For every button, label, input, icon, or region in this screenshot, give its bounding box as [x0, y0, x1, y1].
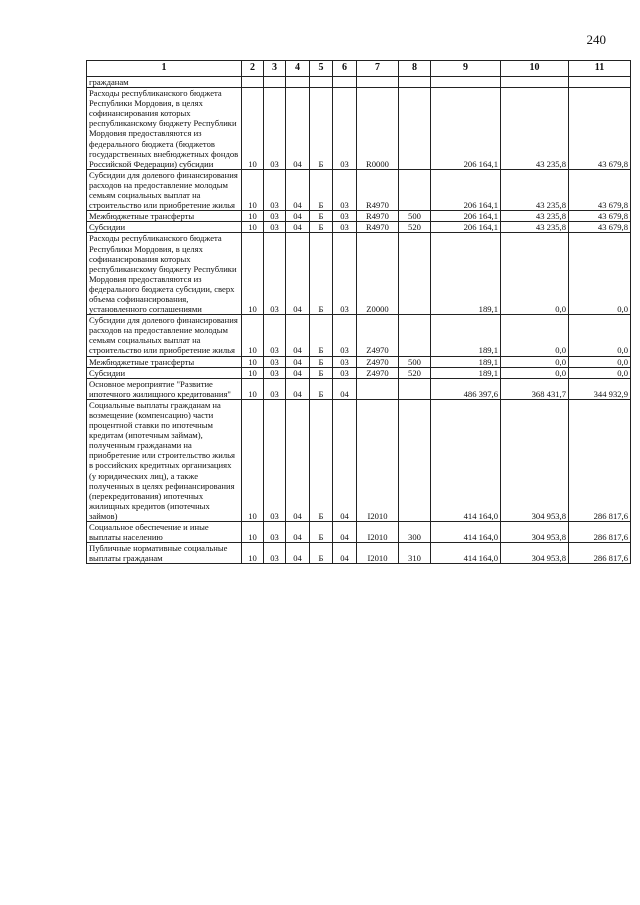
row-name-cell: Субсидии [87, 222, 242, 233]
row-cell-c6: 03 [333, 88, 357, 170]
table-row [87, 399, 631, 521]
row-cell-c10: 304 953,8 [501, 543, 569, 564]
row-cell-c6: 03 [333, 169, 357, 210]
row-cell-c8 [399, 233, 431, 315]
row-name-cell: Расходы республиканского бюджета Республики Мордовия, в целях софинансирования которых республиканскому бюджету Республики Мордовия предоставляются из федерального бюджета субсидии, сверх объема софинансирования, установленного соглашениями [87, 233, 242, 315]
column-header: 3 [264, 61, 286, 77]
row-cell-c9: 189,1 [431, 367, 501, 378]
row-name-cell: Субсидии для долевого финансирования расходов на предоставление молодым семьям социальных выплат на строительство или приобретение жилья [87, 315, 242, 356]
row-cell-c3: 03 [264, 367, 286, 378]
row-cell-c2: 10 [242, 399, 264, 521]
row-cell-c8 [399, 378, 431, 399]
row-cell-c9: 206 164,1 [431, 222, 501, 233]
column-header: 5 [310, 61, 333, 77]
row-cell-c11: 0,0 [569, 315, 631, 356]
row-cell-c2: 10 [242, 211, 264, 222]
row-cell-c5: Б [310, 367, 333, 378]
row-cell-c4: 04 [286, 315, 310, 356]
table-body [87, 77, 631, 564]
row-cell-c8: 300 [399, 522, 431, 543]
table-row [87, 378, 631, 399]
row-cell-c3: 03 [264, 88, 286, 170]
row-cell-c4: 04 [286, 399, 310, 521]
row-name-cell: Публичные нормативные социальные выплаты гражданам [87, 543, 242, 564]
row-cell-c2: 10 [242, 88, 264, 170]
row-cell-c11: 344 932,9 [569, 378, 631, 399]
row-cell-c2: 10 [242, 367, 264, 378]
row-cell-c6: 04 [333, 399, 357, 521]
row-name-cell: Основное мероприятие "Развитие ипотечного жилищного кредитования" [87, 378, 242, 399]
row-name-cell: Социальное обеспечение и иные выплаты населению [87, 522, 242, 543]
row-cell-c6: 03 [333, 222, 357, 233]
row-cell-c2: 10 [242, 315, 264, 356]
row-cell-c8 [399, 315, 431, 356]
row-cell-c5: Б [310, 522, 333, 543]
row-cell-c7: R0000 [357, 88, 399, 170]
row-cell-c2: 10 [242, 543, 264, 564]
row-cell-c8 [399, 399, 431, 521]
row-cell-c7: I2010 [357, 543, 399, 564]
budget-table [86, 60, 631, 564]
row-name-cell: Социальные выплаты гражданам на возмещение (компенсацию) части процентной ставки по ипотечным кредитам (ипотечным займам), полученным гражданами на приобретение или строительство жилья в российских кредитных организациях (у юридических лиц), а также полученных в целях рефинансирования (перекредитования) ипотечных жилищных кредитов (ипотечных займов) [87, 399, 242, 521]
row-cell-c3: 03 [264, 356, 286, 367]
row-cell-c3: 03 [264, 169, 286, 210]
row-cell-c4: 04 [286, 522, 310, 543]
row-cell-c10 [501, 77, 569, 88]
row-cell-c11: 0,0 [569, 367, 631, 378]
row-cell-c2: 10 [242, 356, 264, 367]
row-cell-c11: 43 679,8 [569, 211, 631, 222]
row-cell-c4: 04 [286, 88, 310, 170]
row-cell-c8: 500 [399, 356, 431, 367]
row-name-cell: Расходы республиканского бюджета Республики Мордовия, в целях софинансирования которых республиканскому бюджету Республики Мордовия предоставляются из федерального бюджета (бюджетов государственных внебюджетных фондов Российской Федерации) субсидии [87, 88, 242, 170]
row-cell-c8 [399, 169, 431, 210]
column-header: 7 [357, 61, 399, 77]
row-cell-c5 [310, 77, 333, 88]
row-cell-c9: 414 164,0 [431, 522, 501, 543]
row-cell-c6: 04 [333, 522, 357, 543]
row-cell-c9: 206 164,1 [431, 169, 501, 210]
table-header-row [87, 61, 631, 77]
row-cell-c11: 286 817,6 [569, 399, 631, 521]
row-cell-c6 [333, 77, 357, 88]
row-cell-c11: 43 679,8 [569, 88, 631, 170]
row-cell-c3: 03 [264, 315, 286, 356]
row-cell-c8: 500 [399, 211, 431, 222]
row-name-cell: Субсидии [87, 367, 242, 378]
column-header: 10 [501, 61, 569, 77]
row-cell-c11: 286 817,6 [569, 522, 631, 543]
row-name-cell: гражданам [87, 77, 242, 88]
row-name-cell: Субсидии для долевого финансирования расходов на предоставление молодым семьям социальных выплат на строительство или приобретение жилья [87, 169, 242, 210]
row-cell-c5: Б [310, 222, 333, 233]
row-cell-c9: 206 164,1 [431, 211, 501, 222]
row-cell-c11: 43 679,8 [569, 169, 631, 210]
column-header: 11 [569, 61, 631, 77]
row-cell-c11: 43 679,8 [569, 222, 631, 233]
row-cell-c7: I2010 [357, 522, 399, 543]
row-cell-c4: 04 [286, 378, 310, 399]
row-cell-c2: 10 [242, 378, 264, 399]
table-row [87, 88, 631, 170]
table-row [87, 222, 631, 233]
row-cell-c5: Б [310, 356, 333, 367]
row-cell-c3: 03 [264, 233, 286, 315]
row-cell-c2: 10 [242, 233, 264, 315]
row-cell-c9: 189,1 [431, 233, 501, 315]
row-cell-c4: 04 [286, 222, 310, 233]
column-header: 2 [242, 61, 264, 77]
table-row [87, 233, 631, 315]
row-cell-c6: 03 [333, 356, 357, 367]
column-header: 8 [399, 61, 431, 77]
table-row [87, 543, 631, 564]
row-cell-c10: 368 431,7 [501, 378, 569, 399]
column-header: 1 [87, 61, 242, 77]
row-cell-c3: 03 [264, 543, 286, 564]
row-cell-c4: 04 [286, 233, 310, 315]
row-cell-c9 [431, 77, 501, 88]
row-cell-c10: 43 235,8 [501, 88, 569, 170]
row-cell-c4: 04 [286, 356, 310, 367]
row-cell-c6: 03 [333, 211, 357, 222]
table-row [87, 315, 631, 356]
row-cell-c6: 03 [333, 367, 357, 378]
row-cell-c7 [357, 77, 399, 88]
row-cell-c3: 03 [264, 399, 286, 521]
column-header: 9 [431, 61, 501, 77]
row-cell-c7: Z4970 [357, 367, 399, 378]
row-cell-c4: 04 [286, 211, 310, 222]
row-cell-c8: 520 [399, 222, 431, 233]
row-cell-c2: 10 [242, 222, 264, 233]
row-cell-c8 [399, 77, 431, 88]
row-cell-c10: 0,0 [501, 315, 569, 356]
row-cell-c3: 03 [264, 211, 286, 222]
row-cell-c7: Z4970 [357, 356, 399, 367]
row-cell-c6: 03 [333, 315, 357, 356]
row-cell-c7: R4970 [357, 222, 399, 233]
row-cell-c11: 0,0 [569, 233, 631, 315]
column-header: 4 [286, 61, 310, 77]
row-cell-c8 [399, 88, 431, 170]
row-cell-c9: 189,1 [431, 315, 501, 356]
row-cell-c2: 10 [242, 522, 264, 543]
row-cell-c5: Б [310, 543, 333, 564]
row-cell-c2: 10 [242, 169, 264, 210]
row-cell-c5: Б [310, 88, 333, 170]
row-cell-c5: Б [310, 169, 333, 210]
row-cell-c3: 03 [264, 378, 286, 399]
row-cell-c6: 04 [333, 543, 357, 564]
row-cell-c7: R4970 [357, 169, 399, 210]
row-cell-c6: 03 [333, 233, 357, 315]
row-cell-c6: 04 [333, 378, 357, 399]
row-cell-c4: 04 [286, 543, 310, 564]
row-cell-c3 [264, 77, 286, 88]
row-cell-c10: 0,0 [501, 356, 569, 367]
row-cell-c10: 304 953,8 [501, 522, 569, 543]
row-cell-c10: 43 235,8 [501, 211, 569, 222]
table-row [87, 367, 631, 378]
row-cell-c4: 04 [286, 169, 310, 210]
row-cell-c7: Z4970 [357, 315, 399, 356]
row-cell-c5: Б [310, 211, 333, 222]
table-row [87, 169, 631, 210]
row-cell-c9: 189,1 [431, 356, 501, 367]
row-cell-c10: 304 953,8 [501, 399, 569, 521]
row-cell-c5: Б [310, 399, 333, 521]
row-cell-c3: 03 [264, 522, 286, 543]
row-cell-c10: 0,0 [501, 367, 569, 378]
row-cell-c10: 43 235,8 [501, 169, 569, 210]
row-cell-c7: I2010 [357, 399, 399, 521]
row-name-cell: Межбюджетные трансферты [87, 356, 242, 367]
row-cell-c5: Б [310, 378, 333, 399]
row-cell-c5: Б [310, 233, 333, 315]
row-cell-c11: 286 817,6 [569, 543, 631, 564]
table-row [87, 211, 631, 222]
row-cell-c7: Z0000 [357, 233, 399, 315]
row-cell-c9: 414 164,0 [431, 543, 501, 564]
page-number: 240 [586, 32, 606, 47]
row-cell-c2 [242, 77, 264, 88]
row-cell-c7: R4970 [357, 211, 399, 222]
row-cell-c4: 04 [286, 367, 310, 378]
row-cell-c9: 486 397,6 [431, 378, 501, 399]
row-cell-c9: 206 164,1 [431, 88, 501, 170]
row-name-cell: Межбюджетные трансферты [87, 211, 242, 222]
row-cell-c4 [286, 77, 310, 88]
table-row [87, 522, 631, 543]
table-row [87, 77, 631, 88]
row-cell-c10: 43 235,8 [501, 222, 569, 233]
row-cell-c10: 0,0 [501, 233, 569, 315]
row-cell-c3: 03 [264, 222, 286, 233]
row-cell-c5: Б [310, 315, 333, 356]
row-cell-c8: 520 [399, 367, 431, 378]
column-header: 6 [333, 61, 357, 77]
table-row [87, 356, 631, 367]
row-cell-c11: 0,0 [569, 356, 631, 367]
row-cell-c11 [569, 77, 631, 88]
row-cell-c7 [357, 378, 399, 399]
row-cell-c8: 310 [399, 543, 431, 564]
row-cell-c9: 414 164,0 [431, 399, 501, 521]
